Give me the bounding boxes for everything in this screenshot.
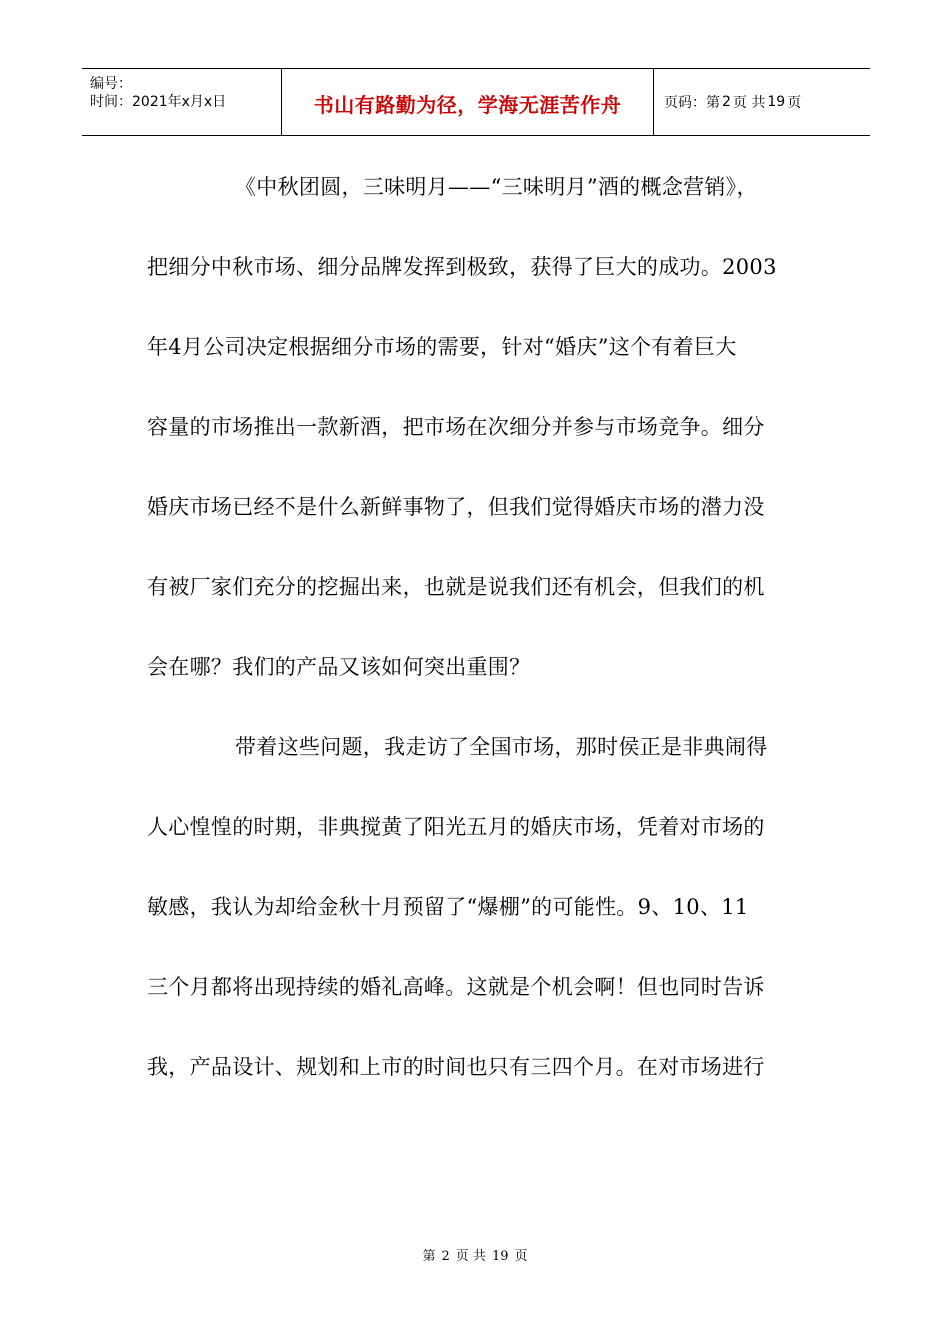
body-line: 年4月公司决定根据细分市场的需要，针对“婚庆”这个有着巨大 <box>147 335 737 359</box>
body-line: 会在哪？我们的产品又该如何突出重围？ <box>147 655 531 679</box>
header-page-number <box>654 69 870 135</box>
footer-page-middle: 页 共 <box>455 1249 486 1264</box>
page-header <box>82 68 870 136</box>
body-line: 婚庆市场已经不是什么新鲜事物了，但我们觉得婚庆市场的潜力没 <box>147 495 765 519</box>
body-line: 《中秋团圆，三味明月——“三味明月”酒的概念营销》， <box>235 175 758 199</box>
footer-page-suffix: 页 <box>514 1249 528 1264</box>
footer-page-current: 2 <box>441 1249 450 1264</box>
document-date-label: 时间：2021年x月x日 <box>90 94 227 110</box>
header-page-middle: 页 共 <box>732 95 766 111</box>
body-line: 三个月都将出现持续的婚礼高峰。这就是个机会啊！但也同时告诉 <box>147 975 765 999</box>
body-line: 我，产品设计、规划和上市的时间也只有三四个月。在对市场进行 <box>147 1055 765 1079</box>
body-line: 容量的市场推出一款新酒，把市场在次细分并参与市场竞争。细分 <box>147 415 765 439</box>
header-page-prefix: 页码：第 <box>664 95 720 111</box>
header-motto-cell <box>282 69 654 135</box>
body-line: 有被厂家们充分的挖掘出来，也就是说我们还有机会，但我们的机 <box>147 575 765 599</box>
body-line: 带着这些问题，我走访了全国市场，那时侯正是非典闹得 <box>235 735 768 759</box>
body-line: 把细分中秋市场、细分品牌发挥到极致，获得了巨大的成功。2003 <box>147 255 777 279</box>
footer-page-prefix: 第 <box>422 1249 436 1264</box>
document-code-label: 编号： <box>90 76 132 92</box>
header-page-current: 2 <box>722 94 731 110</box>
footer-page-total: 19 <box>491 1249 509 1264</box>
body-line: 人心惶惶的时期，非典搅黄了阳光五月的婚庆市场，凭着对市场的 <box>147 815 765 839</box>
header-page-total: 19 <box>767 94 786 110</box>
header-motto: 书山有路勤为径，学海无涯苦作舟 <box>313 92 622 117</box>
body-line: 敏感，我认为却给金秋十月预留了“爆棚”的可能性。9、10、11 <box>147 895 749 919</box>
header-meta-cell <box>82 69 282 135</box>
document-body <box>147 166 807 1126</box>
page-footer <box>0 1245 950 1264</box>
header-page-suffix: 页 <box>787 95 802 111</box>
